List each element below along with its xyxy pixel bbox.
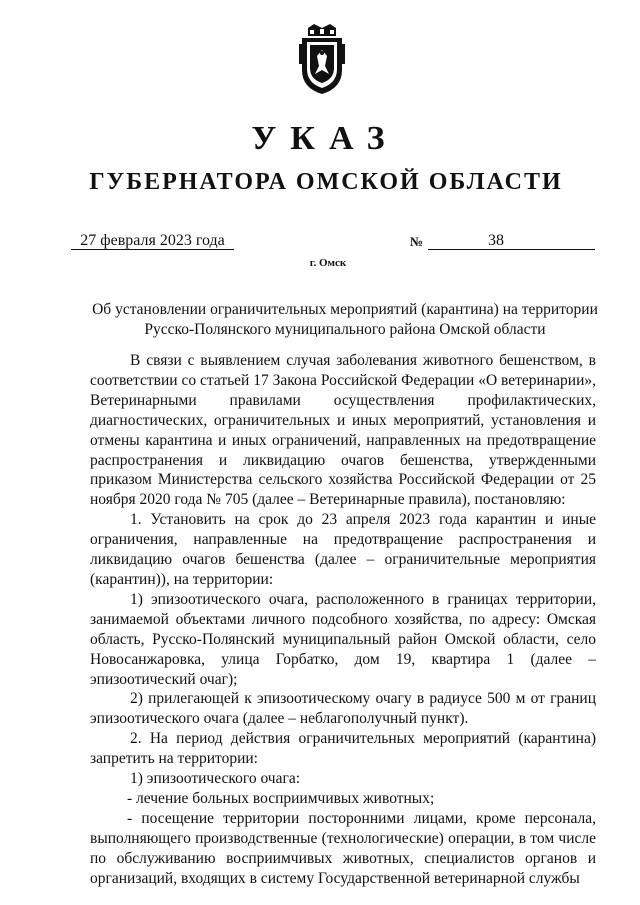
- clause-paragraph: 1) эпизоотического очага:: [130, 770, 301, 788]
- clause-paragraph: 1) эпизоотического очага, расположенного в границах территории, занимаемой объектами личного подсобного хозяйства, по адресу: Омская область, Русско-Полянский муниципальный район Омской области, село Новосанжаровка, улица Горбатко, дом 19, квартира 1 (далее – эпизоотический очаг);: [90, 590, 596, 688]
- decree-subtitle: ГУБЕРНАТОРА ОМСКОЙ ОБЛАСТИ: [89, 169, 563, 195]
- decree-city: г. Омск: [309, 257, 347, 269]
- decree-number: 38: [488, 232, 504, 249]
- decree-body: [90, 351, 596, 888]
- decree-date: 27 февраля 2023 года: [71, 233, 234, 250]
- decree-subject: [90, 300, 600, 340]
- subject-line: Об установлении ограничительных мероприятий (карантина) на территории: [92, 301, 598, 318]
- decree-title: УКАЗ: [251, 120, 399, 157]
- clause-paragraph: 2) прилегающей к эпизоотическому очагу в радиусе 500 м от границ эпизоотического очага (далее – неблагополучный пункт).: [90, 690, 596, 728]
- preamble-paragraph: В связи с выявлением случая заболевания животного бешенством, в соответствии со статьей 17 Закона Российской Федерации «О ветеринарии», Ветеринарными правилами осуществления профилактических, диагностических, ограничительных и иных мероприятий, установления и отмены карантина и иных ограничений, направленных на предотвращение распространения и ликвидацию очагов бешенства, утвержденными приказом Министерства сельского хозяйства Российской Федерации от 25 ноября 2020 года № 705 (далее – Ветеринарные правила), постановляю:: [90, 352, 596, 509]
- clause-paragraph: 1. Установить на срок до 23 апреля 2023 года карантин и иные ограничения, направленные на предотвращение распространения и ликвидацию очагов бешенства (далее – ограничительные мероприятия (карантин)), на территории:: [90, 511, 596, 588]
- clause-paragraph: 2. На период действия ограничительных мероприятий (карантина) запретить на территории:: [90, 730, 596, 768]
- decree-number-line: [428, 233, 595, 250]
- clause-paragraph: - посещение территории посторонними лицами, кроме персонала, выполняющего производственные (технологические) операции, в том числе по обслуживанию восприимчивых животных, специалистов органов и организаций, входящих в систему Государственной ветеринарной службы: [90, 809, 596, 887]
- omsk-coat-of-arms-icon: [298, 22, 346, 96]
- clause-paragraph: - лечение больных восприимчивых животных;: [127, 789, 435, 807]
- subject-line: Русско-Полянского муниципального района Омской области: [144, 321, 546, 338]
- number-sign: №: [410, 234, 424, 249]
